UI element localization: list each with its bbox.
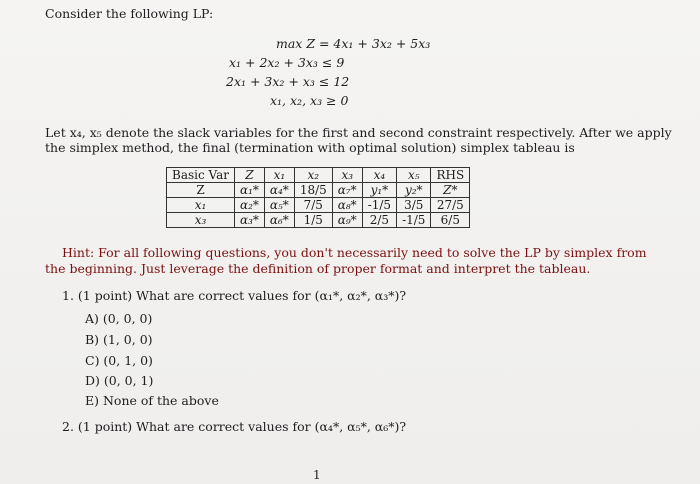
- constraint-1: x₁ + 2x₂ + 3x₃ ≤ 9: [229, 55, 345, 70]
- table-cell: 2/5: [362, 213, 396, 228]
- header-x2: x₂: [294, 168, 332, 183]
- header-x5: x₅: [397, 168, 431, 183]
- table-cell: α₅*: [264, 198, 294, 213]
- table-cell: y₂*: [397, 183, 431, 198]
- q1-option-e: E) None of the above: [85, 393, 219, 408]
- table-cell: 1/5: [294, 213, 332, 228]
- table-cell: 3/5: [397, 198, 431, 213]
- table-cell: Z: [167, 183, 235, 198]
- question-1: 1. (1 point) What are correct values for (α₁*, α₂*, α₃*)?: [62, 288, 407, 303]
- table-cell: Z*: [431, 183, 470, 198]
- q1-option-a: A) (0, 0, 0): [85, 311, 153, 326]
- table-cell: α₄*: [264, 183, 294, 198]
- q1-option-d: D) (0, 0, 1): [85, 373, 154, 388]
- table-row: [167, 198, 470, 213]
- table-cell: 7/5: [294, 198, 332, 213]
- question-2: 2. (1 point) What are correct values for (α₄*, α₅*, α₆*)?: [62, 419, 407, 434]
- header-x3: x₃: [332, 168, 362, 183]
- header-x1: x₁: [264, 168, 294, 183]
- q1-option-c: C) (0, 1, 0): [85, 353, 153, 368]
- header-z: Z: [234, 168, 264, 183]
- table-cell: -1/5: [397, 213, 431, 228]
- table-cell: α₇*: [332, 183, 362, 198]
- table-row: [167, 213, 470, 228]
- objective-function: max Z = 4x₁ + 3x₂ + 5x₃: [276, 36, 431, 51]
- intro-text: Consider the following LP:: [45, 6, 214, 21]
- table-cell: -1/5: [362, 198, 396, 213]
- table-cell: α₆*: [264, 213, 294, 228]
- table-cell: y₁*: [362, 183, 396, 198]
- table-cell: α₉*: [332, 213, 362, 228]
- table-cell: α₂*: [234, 198, 264, 213]
- header-x4: x₄: [362, 168, 396, 183]
- table-cell: α₁*: [234, 183, 264, 198]
- header-basic-var: Basic Var: [167, 168, 235, 183]
- table-cell: 6/5: [431, 213, 470, 228]
- table-cell: 18/5: [294, 183, 332, 198]
- tableau-header-row: [167, 168, 470, 183]
- hint-line-1: Hint: For all following questions, you don't necessarily need to solve the LP by simplex from: [62, 245, 647, 260]
- table-row: [167, 183, 470, 198]
- table-cell: α₃*: [234, 213, 264, 228]
- hint-line-2: the beginning. Just leverage the definition of proper format and interpret the tableau.: [45, 261, 591, 276]
- q1-option-b: B) (1, 0, 0): [85, 332, 153, 347]
- header-rhs: RHS: [431, 168, 470, 183]
- table-cell: 27/5: [431, 198, 470, 213]
- nonnegativity-constraint: x₁, x₂, x₃ ≥ 0: [270, 93, 349, 108]
- page-number: 1: [313, 468, 321, 482]
- simplex-tableau: [166, 167, 470, 228]
- table-cell: x₃: [167, 213, 235, 228]
- constraint-2: 2x₁ + 3x₂ + x₃ ≤ 12: [226, 74, 350, 89]
- table-cell: x₁: [167, 198, 235, 213]
- paragraph-line-1: Let x₄, x₅ denote the slack variables for the first and second constraint respectively. After we apply: [45, 125, 672, 140]
- table-cell: α₈*: [332, 198, 362, 213]
- paragraph-line-2: the simplex method, the final (termination with optimal solution) simplex tableau is: [45, 140, 575, 155]
